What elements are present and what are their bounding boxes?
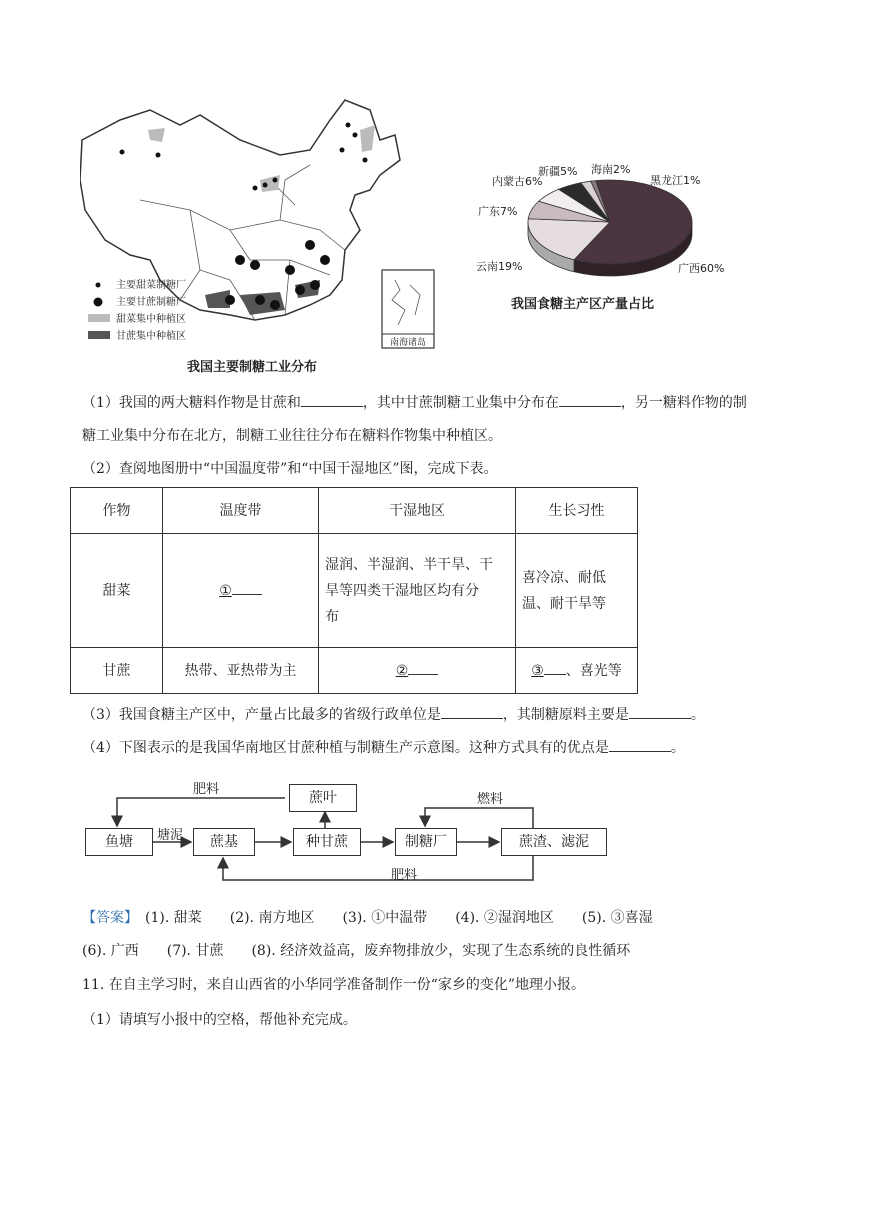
legend-cane-factory: 主要甘蔗制糖厂: [116, 297, 186, 308]
row2-habit: ③ 、喜光等: [516, 648, 638, 694]
row1-habit: 喜冷凉、耐低 温、耐干旱等: [516, 534, 638, 648]
flow-base: 蔗基: [193, 828, 255, 856]
answer-line1: 【答案】 (1). 甜菜 (2). 南方地区 (3). ①中温带 (4). ②湿润地区 (5). ③喜湿: [82, 910, 653, 926]
pie-label-hainan: 海南2%: [591, 163, 631, 176]
pie-label-xinjiang: 新疆5%: [538, 165, 578, 178]
answer-line2: (6). 广西 (7). 甘蔗 (8). 经济效益高，废弃物排放少，实现了生态系统的良性循环: [82, 943, 631, 959]
flow-label-mud: 塘泥: [157, 828, 184, 843]
legend-beet-factory: 主要甜菜制糖厂: [116, 280, 186, 291]
flow-fishpond: 鱼塘: [85, 828, 153, 856]
map-caption: 我国主要制糖工业分布: [187, 360, 318, 375]
flow-label-fert-top: 肥料: [193, 782, 220, 797]
pie-label-neimenggu: 内蒙古6%: [492, 175, 543, 188]
pie-chart: [460, 160, 750, 320]
pie-label-guangxi: 广西60%: [678, 262, 725, 275]
q1-line2: 糖工业集中分布在北方，制糖工业往往分布在糖料作物集中种植区。: [82, 428, 502, 444]
row2-temp: 热带、亚热带为主: [163, 648, 319, 694]
flow-diagram: [85, 772, 615, 887]
row1-dry: 湿润、半湿润、半干旱、干 旱等四类干湿地区均有分 布: [319, 534, 516, 648]
flow-grow: 种甘蔗: [293, 828, 361, 856]
pie-label-guangdong: 广东7%: [478, 205, 518, 218]
legend-cane-area: 甘蔗集中种植区: [116, 331, 186, 342]
china-sugar-map: [80, 80, 440, 380]
flow-factory: 制糖厂: [395, 828, 457, 856]
pie-label-heilongjiang: 黑龙江1%: [650, 174, 701, 187]
pie-label-yunnan: 云南19%: [476, 260, 523, 273]
q2-text: （2）查阅地图册中“中国温度带”和“中国干湿地区”图，完成下表。: [82, 461, 498, 477]
th-dry: 干湿地区: [319, 488, 516, 534]
answer-tag: 【答案】: [82, 910, 131, 926]
map-legend: [116, 277, 186, 345]
flow-residue: 蔗渣、滤泥: [501, 828, 607, 856]
th-crop: 作物: [71, 488, 163, 534]
q1-blank-1: [301, 392, 363, 407]
row1-crop: 甜菜: [71, 534, 163, 648]
pie-caption: 我国食糖主产区产量占比: [511, 297, 655, 312]
q3-text: （3）我国食糖主产区中，产量占比最多的省级行政单位是 ，其制糖原料主要是 。: [82, 704, 705, 725]
th-habit: 生长习性: [516, 488, 638, 534]
crop-table: [70, 487, 638, 694]
flow-leaf: 蔗叶: [289, 784, 357, 812]
map-inset-label: 南海诸岛: [389, 338, 426, 348]
flow-label-fuel: 燃料: [477, 792, 504, 807]
q4-text: （4）下图表示的是我国华南地区甘蔗种植与制糖生产示意图。这种方式具有的优点是 。: [82, 737, 685, 758]
th-temp: 温度带: [163, 488, 319, 534]
q11-sub: （1）请填写小报中的空格，帮他补充完成。: [82, 1012, 357, 1028]
flow-label-fert-bottom: 肥料: [391, 868, 418, 883]
row2-crop: 甘蔗: [71, 648, 163, 694]
q1-line1: （1）我国的两大糖料作物是甘蔗和 ，其中甘蔗制糖工业集中分布在 ，另一糖料作物的制: [82, 392, 747, 413]
row1-temp: ①: [163, 534, 319, 648]
row2-dry: ②: [319, 648, 516, 694]
q1-blank-2: [559, 392, 621, 407]
q11-title: 11. 在自主学习时，来自山西省的小华同学准备制作一份“家乡的变化”地理小报。: [82, 977, 586, 993]
legend-beet-area: 甜菜集中种植区: [116, 314, 186, 325]
